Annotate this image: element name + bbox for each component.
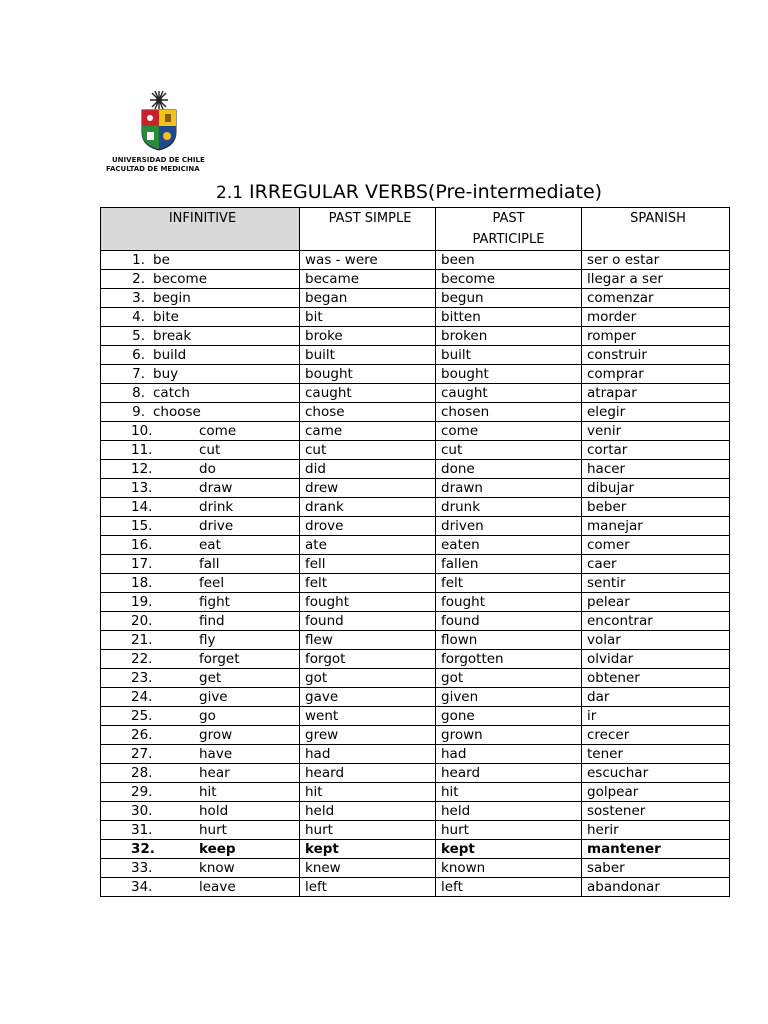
table-row <box>101 422 730 441</box>
table-row <box>101 574 730 593</box>
verb-infinitive: get <box>199 669 222 686</box>
cell-past-participle: begun <box>436 289 582 308</box>
row-number: 1. <box>132 251 145 268</box>
row-number: 16. <box>131 536 153 553</box>
cell-past-simple: built <box>300 346 436 365</box>
verb-infinitive: buy <box>153 365 179 382</box>
cell-past-simple: caught <box>300 384 436 403</box>
table-row <box>101 365 730 384</box>
cell-past-simple: had <box>300 745 436 764</box>
cell-past-simple: gave <box>300 688 436 707</box>
cell-past-simple: broke <box>300 327 436 346</box>
cell-past-participle: done <box>436 460 582 479</box>
row-number: 32. <box>131 840 155 857</box>
row-number: 21. <box>131 631 153 648</box>
table-row <box>101 460 730 479</box>
table-row <box>101 631 730 650</box>
row-number: 18. <box>131 574 153 591</box>
cell-past-simple: bought <box>300 365 436 384</box>
cell-spanish: tener <box>582 745 730 764</box>
cell-spanish: venir <box>582 422 730 441</box>
cell-spanish: hacer <box>582 460 730 479</box>
column-header-past-participle: PAST PARTICIPLE <box>436 208 582 251</box>
table-row <box>101 479 730 498</box>
cell-infinitive <box>101 346 300 365</box>
cell-past-participle: hit <box>436 783 582 802</box>
cell-spanish: obtener <box>582 669 730 688</box>
cell-spanish: encontrar <box>582 612 730 631</box>
logo-line-faculty: FACULTAD DE MEDICINA <box>106 165 200 173</box>
cell-past-participle: been <box>436 251 582 270</box>
row-number: 10. <box>131 422 153 439</box>
table-row <box>101 726 730 745</box>
cell-past-simple: cut <box>300 441 436 460</box>
cell-spanish: sentir <box>582 574 730 593</box>
cell-infinitive <box>101 460 300 479</box>
verb-infinitive: hit <box>199 783 217 800</box>
table-row <box>101 688 730 707</box>
cell-past-simple: kept <box>300 840 436 859</box>
cell-past-simple: found <box>300 612 436 631</box>
table-row <box>101 327 730 346</box>
row-number: 23. <box>131 669 153 686</box>
cell-spanish: construir <box>582 346 730 365</box>
verb-infinitive: give <box>199 688 228 705</box>
cell-past-participle: bitten <box>436 308 582 327</box>
row-number: 30. <box>131 802 153 819</box>
cell-past-participle: gone <box>436 707 582 726</box>
cell-infinitive <box>101 764 300 783</box>
cell-past-simple: bit <box>300 308 436 327</box>
row-number: 14. <box>131 498 153 515</box>
verb-infinitive: build <box>153 346 187 363</box>
cell-infinitive <box>101 479 300 498</box>
cell-past-participle: felt <box>436 574 582 593</box>
verb-infinitive: drink <box>199 498 234 515</box>
cell-infinitive <box>101 555 300 574</box>
cell-past-simple: was - were <box>300 251 436 270</box>
cell-past-participle: held <box>436 802 582 821</box>
table-row <box>101 593 730 612</box>
row-number: 19. <box>131 593 153 610</box>
verb-infinitive: draw <box>199 479 233 496</box>
cell-past-simple: held <box>300 802 436 821</box>
cell-past-participle: bought <box>436 365 582 384</box>
cell-past-participle: forgotten <box>436 650 582 669</box>
cell-infinitive <box>101 859 300 878</box>
table-row <box>101 802 730 821</box>
verb-infinitive: come <box>199 422 237 439</box>
verb-infinitive: grow <box>199 726 233 743</box>
table-row <box>101 555 730 574</box>
row-number: 9. <box>132 403 145 420</box>
cell-spanish: volar <box>582 631 730 650</box>
table-row <box>101 517 730 536</box>
cell-spanish: beber <box>582 498 730 517</box>
cell-infinitive <box>101 251 300 270</box>
table-row <box>101 764 730 783</box>
cell-past-simple: felt <box>300 574 436 593</box>
row-number: 31. <box>131 821 153 838</box>
row-number: 6. <box>132 346 145 363</box>
column-header-infinitive: INFINITIVE <box>101 208 300 251</box>
cell-spanish: sostener <box>582 802 730 821</box>
cell-past-simple: drank <box>300 498 436 517</box>
section-number: 2.1 <box>216 183 244 203</box>
row-number: 4. <box>132 308 145 325</box>
cell-spanish: mantener <box>582 840 730 859</box>
column-header-spanish: SPANISH <box>582 208 730 251</box>
cell-infinitive <box>101 422 300 441</box>
verb-infinitive: do <box>199 460 216 477</box>
table-row <box>101 441 730 460</box>
cell-past-participle: found <box>436 612 582 631</box>
verb-infinitive: feel <box>199 574 225 591</box>
row-number: 3. <box>132 289 145 306</box>
verb-infinitive: have <box>199 745 233 762</box>
cell-past-participle: become <box>436 270 582 289</box>
cell-spanish: romper <box>582 327 730 346</box>
cell-infinitive <box>101 593 300 612</box>
row-number: 26. <box>131 726 153 743</box>
verb-infinitive: drive <box>199 517 234 534</box>
table-header-row <box>101 208 730 251</box>
verb-infinitive: begin <box>153 289 191 306</box>
cell-infinitive <box>101 498 300 517</box>
cell-spanish: escuchar <box>582 764 730 783</box>
cell-past-participle: grown <box>436 726 582 745</box>
verb-infinitive: hold <box>199 802 229 819</box>
cell-past-simple: chose <box>300 403 436 422</box>
table-row <box>101 840 730 859</box>
verb-infinitive: leave <box>199 878 236 895</box>
table-row <box>101 650 730 669</box>
verb-infinitive: fall <box>199 555 220 572</box>
cell-past-simple: left <box>300 878 436 897</box>
cell-infinitive <box>101 574 300 593</box>
cell-spanish: comprar <box>582 365 730 384</box>
cell-spanish: abandonar <box>582 878 730 897</box>
university-logo <box>104 88 224 178</box>
cell-spanish: herir <box>582 821 730 840</box>
cell-spanish: golpear <box>582 783 730 802</box>
verb-infinitive: fight <box>199 593 230 610</box>
row-number: 27. <box>131 745 153 762</box>
cell-infinitive <box>101 802 300 821</box>
cell-past-participle: kept <box>436 840 582 859</box>
cell-past-simple: flew <box>300 631 436 650</box>
cell-past-participle: fought <box>436 593 582 612</box>
row-number: 22. <box>131 650 153 667</box>
cell-past-participle: flown <box>436 631 582 650</box>
verb-infinitive: hear <box>199 764 230 781</box>
cell-past-participle: caught <box>436 384 582 403</box>
table-row <box>101 859 730 878</box>
cell-infinitive <box>101 612 300 631</box>
table-row <box>101 745 730 764</box>
page-title <box>216 179 602 206</box>
cell-past-participle: drawn <box>436 479 582 498</box>
cell-past-participle: driven <box>436 517 582 536</box>
cell-infinitive <box>101 631 300 650</box>
cell-spanish: cortar <box>582 441 730 460</box>
row-number: 20. <box>131 612 153 629</box>
cell-infinitive <box>101 745 300 764</box>
cell-spanish: caer <box>582 555 730 574</box>
cell-past-simple: hurt <box>300 821 436 840</box>
cell-infinitive <box>101 327 300 346</box>
table-row <box>101 536 730 555</box>
cell-infinitive <box>101 726 300 745</box>
cell-past-participle: given <box>436 688 582 707</box>
logo-line-university: UNIVERSIDAD DE CHILE <box>112 156 205 164</box>
cell-infinitive <box>101 384 300 403</box>
row-number: 17. <box>131 555 153 572</box>
cell-spanish: llegar a ser <box>582 270 730 289</box>
cell-past-participle: left <box>436 878 582 897</box>
cell-infinitive <box>101 441 300 460</box>
cell-past-simple: came <box>300 422 436 441</box>
cell-past-participle: got <box>436 669 582 688</box>
cell-past-participle: chosen <box>436 403 582 422</box>
cell-past-participle: come <box>436 422 582 441</box>
table-row <box>101 783 730 802</box>
cell-spanish: ser o estar <box>582 251 730 270</box>
table-row <box>101 403 730 422</box>
cell-spanish: ir <box>582 707 730 726</box>
cell-spanish: dibujar <box>582 479 730 498</box>
verb-infinitive: know <box>199 859 235 876</box>
cell-past-simple: began <box>300 289 436 308</box>
cell-past-simple: heard <box>300 764 436 783</box>
cell-spanish: pelear <box>582 593 730 612</box>
row-number: 12. <box>131 460 153 477</box>
verb-infinitive: forget <box>199 650 240 667</box>
cell-spanish: elegir <box>582 403 730 422</box>
row-number: 8. <box>132 384 145 401</box>
cell-infinitive <box>101 403 300 422</box>
row-number: 25. <box>131 707 153 724</box>
verb-infinitive: fly <box>199 631 216 648</box>
cell-spanish: saber <box>582 859 730 878</box>
cell-past-simple: drew <box>300 479 436 498</box>
row-number: 24. <box>131 688 153 705</box>
row-number: 5. <box>132 327 145 344</box>
verb-infinitive: catch <box>153 384 190 401</box>
cell-past-simple: became <box>300 270 436 289</box>
verb-infinitive: find <box>199 612 225 629</box>
table-row <box>101 308 730 327</box>
table-row <box>101 270 730 289</box>
cell-spanish: comenzar <box>582 289 730 308</box>
cell-past-participle: cut <box>436 441 582 460</box>
cell-infinitive <box>101 270 300 289</box>
table-row <box>101 346 730 365</box>
cell-past-participle: built <box>436 346 582 365</box>
table-row <box>101 707 730 726</box>
cell-past-simple: drove <box>300 517 436 536</box>
cell-infinitive <box>101 878 300 897</box>
title-text: IRREGULAR VERBS(Pre-intermediate) <box>249 181 603 203</box>
cell-past-simple: did <box>300 460 436 479</box>
cell-past-participle: broken <box>436 327 582 346</box>
verb-infinitive: go <box>199 707 216 724</box>
cell-past-simple: ate <box>300 536 436 555</box>
cell-past-participle: drunk <box>436 498 582 517</box>
row-number: 28. <box>131 764 153 781</box>
cell-infinitive <box>101 517 300 536</box>
cell-infinitive <box>101 650 300 669</box>
row-number: 33. <box>131 859 153 876</box>
cell-past-participle: fallen <box>436 555 582 574</box>
table-row <box>101 878 730 897</box>
cell-past-simple: hit <box>300 783 436 802</box>
university-crest-icon <box>136 88 182 152</box>
verb-infinitive: hurt <box>199 821 227 838</box>
cell-past-participle: known <box>436 859 582 878</box>
cell-infinitive <box>101 289 300 308</box>
cell-past-simple: knew <box>300 859 436 878</box>
cell-infinitive <box>101 707 300 726</box>
cell-past-participle: hurt <box>436 821 582 840</box>
cell-infinitive <box>101 688 300 707</box>
cell-past-simple: grew <box>300 726 436 745</box>
verb-infinitive: cut <box>199 441 221 458</box>
cell-infinitive <box>101 365 300 384</box>
cell-spanish: crecer <box>582 726 730 745</box>
verb-infinitive: become <box>153 270 208 287</box>
cell-infinitive <box>101 783 300 802</box>
table-row <box>101 498 730 517</box>
cell-past-participle: heard <box>436 764 582 783</box>
cell-past-simple: went <box>300 707 436 726</box>
cell-past-participle: eaten <box>436 536 582 555</box>
irregular-verbs-table <box>100 207 730 897</box>
table-row <box>101 669 730 688</box>
row-number: 2. <box>132 270 145 287</box>
cell-past-simple: fell <box>300 555 436 574</box>
table-row <box>101 384 730 403</box>
cell-past-simple: fought <box>300 593 436 612</box>
verb-infinitive: choose <box>153 403 201 420</box>
cell-infinitive <box>101 821 300 840</box>
cell-spanish: dar <box>582 688 730 707</box>
row-number: 34. <box>131 878 153 895</box>
cell-spanish: atrapar <box>582 384 730 403</box>
table-row <box>101 821 730 840</box>
verb-infinitive: bite <box>153 308 179 325</box>
cell-past-simple: forgot <box>300 650 436 669</box>
row-number: 29. <box>131 783 153 800</box>
cell-spanish: manejar <box>582 517 730 536</box>
row-number: 13. <box>131 479 153 496</box>
column-header-past-simple: PAST SIMPLE <box>300 208 436 251</box>
cell-infinitive <box>101 308 300 327</box>
row-number: 15. <box>131 517 153 534</box>
cell-infinitive <box>101 536 300 555</box>
verb-infinitive: keep <box>199 840 236 857</box>
cell-past-simple: got <box>300 669 436 688</box>
verb-infinitive: be <box>153 251 170 268</box>
row-number: 7. <box>132 365 145 382</box>
table-row <box>101 612 730 631</box>
cell-infinitive <box>101 840 300 859</box>
verb-infinitive: eat <box>199 536 221 553</box>
verb-infinitive: break <box>153 327 192 344</box>
cell-spanish: comer <box>582 536 730 555</box>
cell-infinitive <box>101 669 300 688</box>
table-row <box>101 251 730 270</box>
table-row <box>101 289 730 308</box>
cell-past-participle: had <box>436 745 582 764</box>
cell-spanish: morder <box>582 308 730 327</box>
cell-spanish: olvidar <box>582 650 730 669</box>
row-number: 11. <box>131 441 153 458</box>
